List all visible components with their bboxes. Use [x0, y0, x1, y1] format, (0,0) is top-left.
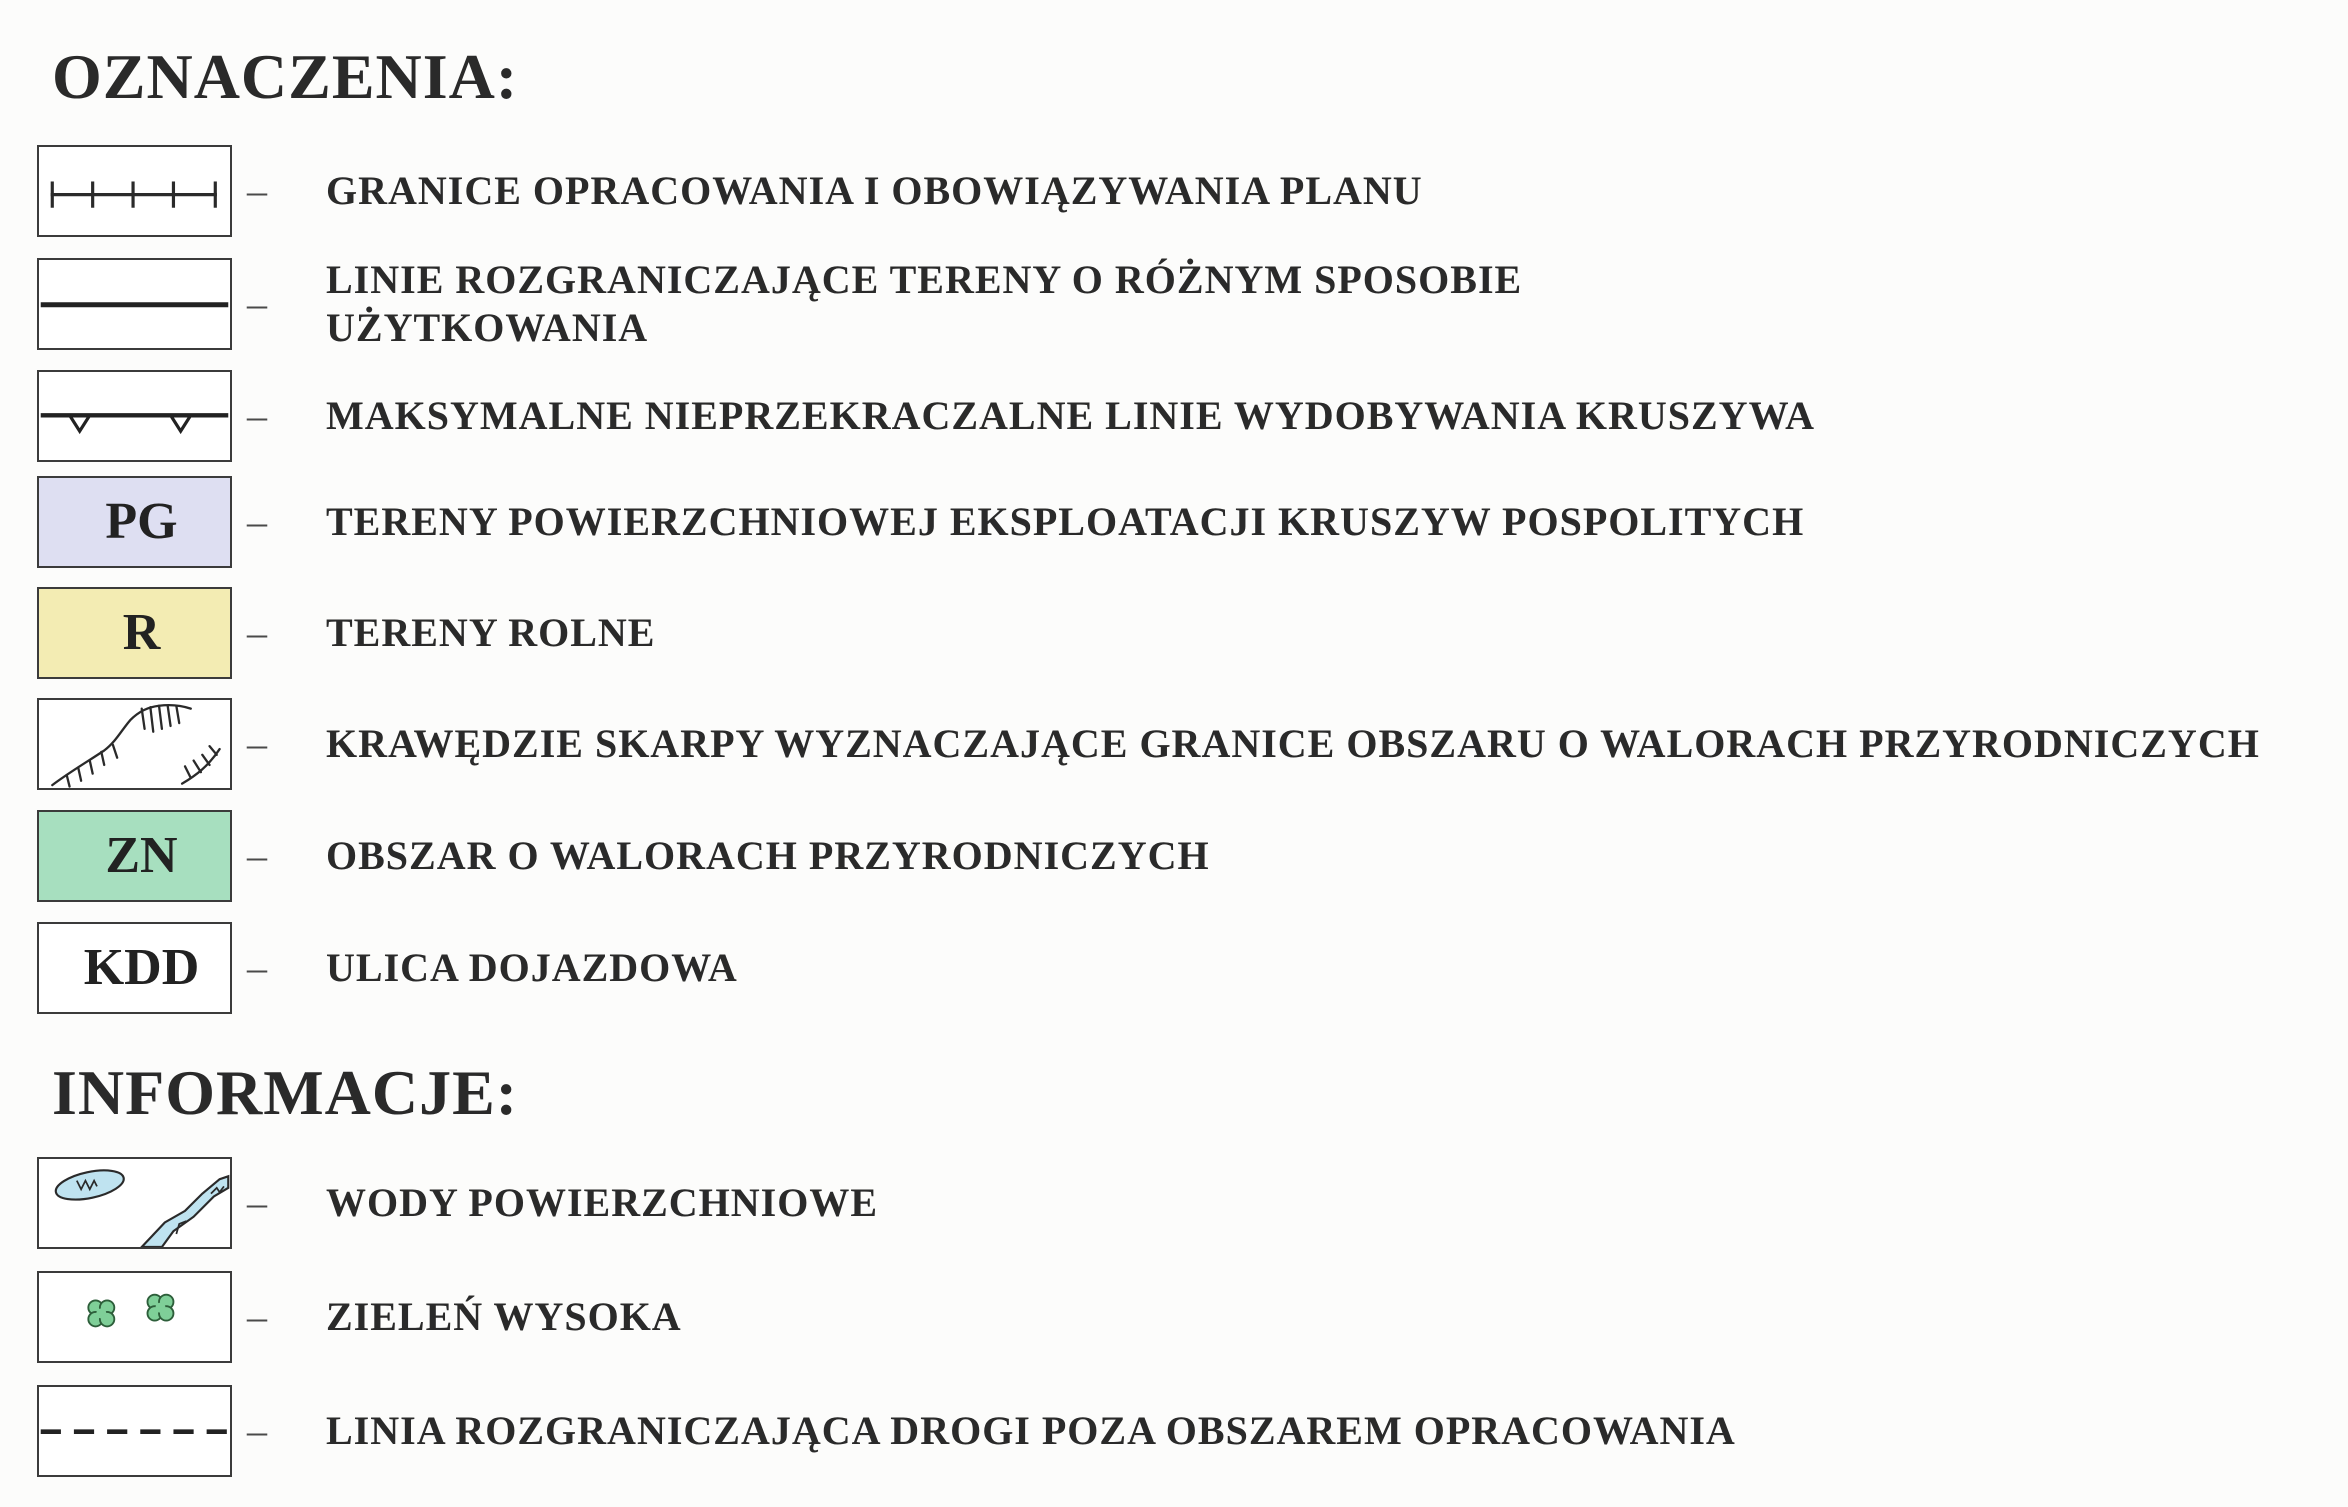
scarp-hatch [176, 706, 179, 723]
separator-dash: – [247, 1180, 267, 1225]
river-shape [142, 1176, 229, 1247]
scarp-hatch [101, 752, 104, 765]
zone-code: KDD [83, 939, 200, 996]
scarp-edge-icon [39, 700, 230, 788]
scarp-hatch [90, 761, 93, 774]
scarp-hatch [142, 709, 145, 729]
tall-greenery-icon [39, 1273, 230, 1361]
legend-item-road-line [37, 1385, 1736, 1477]
separator-dash: – [247, 945, 267, 990]
scarp-hatch [67, 775, 70, 787]
legend-item-pg [37, 476, 1804, 568]
legend-item-label: GRANICE OPRACOWANIA I OBOWIĄZYWANIA PLANU [326, 168, 1423, 213]
legend-item-scarp [37, 698, 2260, 790]
scarp-hatch [185, 766, 191, 778]
separator-dash: – [247, 393, 267, 438]
legend-item-label: LINIA ROZGRANICZAJĄCA DROGI POZA OBSZAREM OPRACOWANIA [326, 1408, 1736, 1453]
scarp-hatch [150, 707, 153, 732]
legend-item-label: ULICA DOJAZDOWA [326, 945, 738, 990]
tree-icon [147, 1295, 173, 1321]
tree-center [96, 1308, 106, 1318]
legend-symbol-box [37, 370, 232, 462]
separator-dash: – [247, 833, 267, 878]
legend-item-zn [37, 810, 1210, 902]
scarp-group [52, 705, 219, 786]
legend-item-extraction-line [37, 370, 1815, 462]
legend-symbol-box [37, 145, 232, 237]
legend-symbol-box [37, 1271, 232, 1363]
separator-dash: – [247, 281, 267, 326]
plan-boundary-line-icon [39, 147, 230, 235]
extraction-triangle [171, 415, 191, 431]
legend-symbol-box [37, 1385, 232, 1477]
zone-swatch-kdd [37, 922, 232, 1014]
tree-center [155, 1303, 165, 1313]
separator-dash: – [247, 499, 267, 544]
legend-item-label: KRAWĘDZIE SKARPY WYZNACZAJĄCE GRANICE OBSZARU O WALORACH PRZYRODNICZYCH [326, 721, 2260, 766]
zone-code: PG [105, 493, 178, 550]
zone-code: ZN [105, 827, 178, 884]
scarp-hatch [202, 755, 209, 765]
zone-swatch-r [37, 587, 232, 679]
separator-dash: – [247, 610, 267, 655]
legend-item-label: TERENY POWIERZCHNIOWEJ EKSPLOATACJI KRUSZYW POSPOLITYCH [326, 499, 1805, 544]
legend-symbol-box [37, 698, 232, 790]
legend-symbol-box [37, 1157, 232, 1249]
separator-dash: – [247, 168, 267, 213]
scarp-hatch [194, 761, 201, 773]
legend-item-label: LINIE ROZGRANICZAJĄCE TERENY O RÓŻNYM SPOSOBIE UŻYTKOWANIA [326, 257, 1523, 350]
legend-item-label: OBSZAR O WALORACH PRZYRODNICZYCH [326, 833, 1210, 878]
separator-dash: – [247, 1294, 267, 1339]
boundary-line-group [52, 183, 215, 206]
extraction-triangle [70, 415, 90, 431]
legend-item-label: ZIELEŃ WYSOKA [326, 1294, 682, 1339]
max-extraction-line-icon [39, 372, 230, 460]
scarp-edge-line [182, 749, 220, 784]
legend-item-dividing-line [37, 258, 1646, 350]
section-title-information: INFORMACJE: [52, 1057, 519, 1128]
legend-item-label: MAKSYMALNE NIEPRZEKRACZALNE LINIE WYDOBYWANIA KRUSZYWA [326, 393, 1816, 438]
road-line-outside-area-icon [39, 1387, 230, 1475]
legend-item-tall-greenery [37, 1271, 682, 1363]
legend-symbol-box [37, 258, 232, 350]
separator-dash: – [247, 721, 267, 766]
legend-item-kdd [37, 922, 738, 1014]
legend-item-label: TERENY ROLNE [326, 610, 656, 655]
section-title-designations: OZNACZENIA: [52, 41, 519, 112]
surface-water-icon [39, 1159, 230, 1247]
scarp-hatch [78, 768, 81, 781]
zone-swatch-pg [37, 476, 232, 568]
scarp-hatch [210, 746, 217, 755]
separator-dash: – [247, 1408, 267, 1453]
lake-shape [53, 1165, 126, 1205]
legend-item-label: WODY POWIERZCHNIOWE [326, 1180, 879, 1225]
scarp-hatch [168, 706, 171, 726]
legend-item-r [37, 587, 655, 679]
zone-swatch-zn [37, 810, 232, 902]
scarp-hatch [113, 745, 117, 758]
scarp-hatch [159, 706, 162, 729]
legend-item-plan-boundary [37, 145, 1423, 237]
tree-icon [88, 1300, 114, 1326]
land-use-dividing-line-icon [39, 260, 230, 348]
zone-code: R [122, 604, 161, 661]
extraction-line-group [41, 415, 229, 431]
legend-item-surface-water [37, 1157, 878, 1249]
